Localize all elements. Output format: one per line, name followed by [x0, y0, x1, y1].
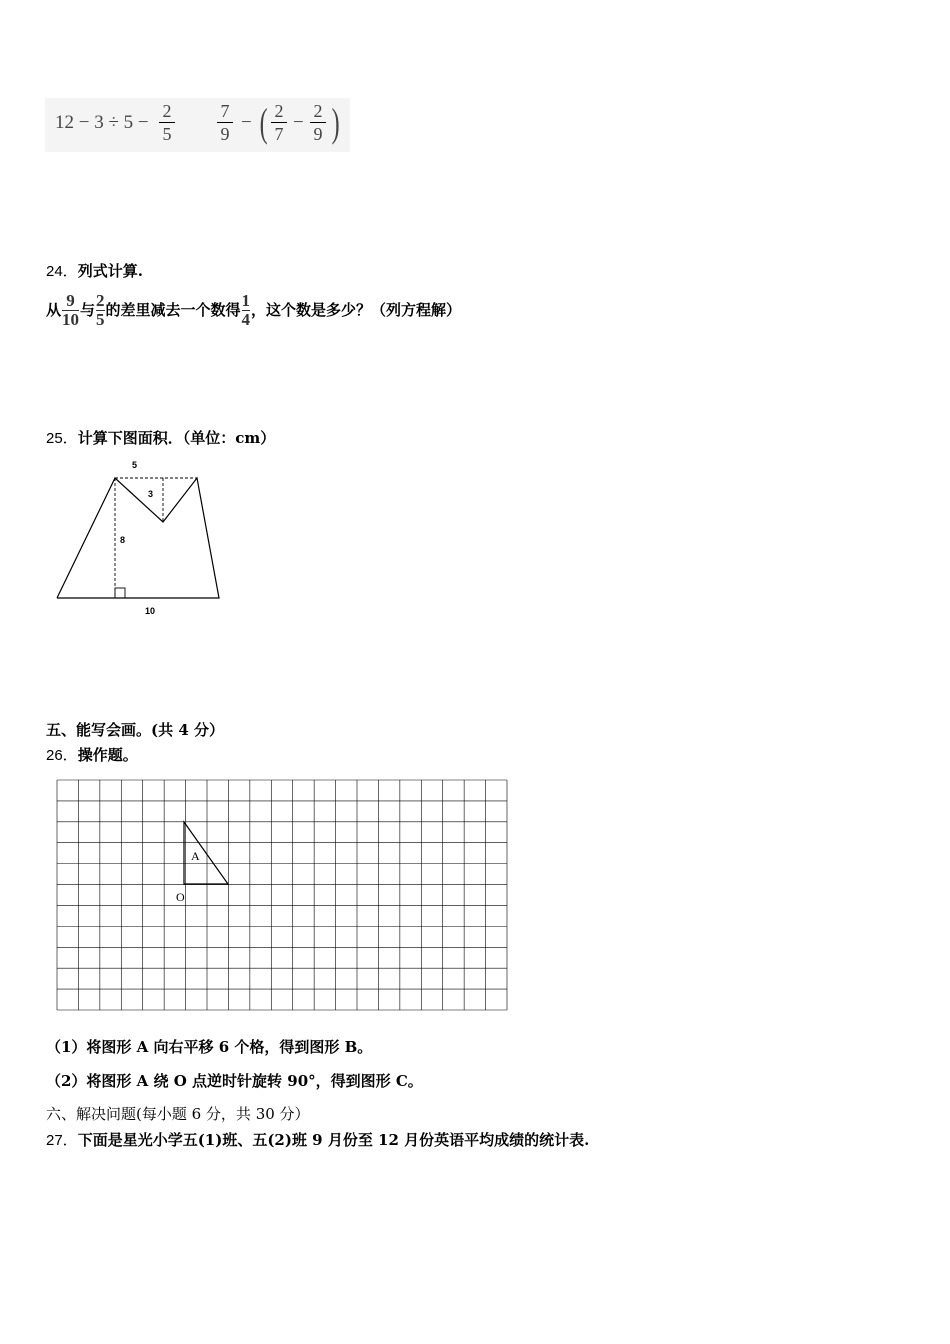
- fraction-numerator: 2: [96, 290, 105, 310]
- minus-sign: −: [241, 112, 252, 133]
- label-notch: 3: [148, 489, 154, 499]
- triangle-a-label: A: [191, 849, 200, 863]
- section-6-title: 六、解决问题(每小题 6 分，共 30 分）: [46, 1105, 310, 1123]
- question-title: 下面是星光小学五(1)班、五(2)班 9 月份至 12 月份英语平均成绩的统计表.: [77, 1131, 590, 1149]
- inner-minus-sign: −: [293, 112, 304, 133]
- fraction-numerator: 7: [220, 101, 230, 121]
- question-number: 24．: [46, 263, 78, 280]
- figure-dashed-lines: [115, 478, 197, 598]
- fraction-denominator: 5: [162, 124, 172, 144]
- question-number: 26．: [46, 747, 78, 764]
- question-26-heading: [46, 745, 138, 766]
- fraction-numerator: 2: [313, 101, 323, 121]
- fraction-numerator: 2: [274, 101, 284, 121]
- question-26-part-2: （2）将图形 A 绕 O 点逆时针旋转 90°，得到图形 C。: [46, 1072, 423, 1090]
- fraction-denominator: 10: [62, 309, 80, 329]
- label-base: 10: [145, 606, 156, 616]
- figure-outline: [57, 478, 219, 598]
- question-number: 27．: [46, 1132, 78, 1149]
- question-title: 列式计算.: [77, 262, 143, 280]
- fraction-denominator: 9: [220, 124, 230, 144]
- fraction-denominator: 4: [241, 309, 251, 329]
- fraction-denominator: 5: [96, 309, 105, 329]
- square-grid: [57, 780, 507, 1010]
- question-title: 计算下图面积．（单位：cm）: [77, 429, 276, 447]
- fraction-numerator: 2: [162, 101, 172, 121]
- close-paren: ): [331, 100, 340, 145]
- label-height: 8: [120, 535, 126, 545]
- fraction-numerator: 1: [241, 290, 251, 310]
- fraction-numerator: 9: [66, 290, 75, 310]
- text-from: 从: [46, 301, 62, 319]
- text-middle: 的差里减去一个数得: [105, 301, 241, 319]
- right-angle-marker: [115, 588, 125, 598]
- question-title: 操作题。: [77, 746, 138, 764]
- text-end: ，这个数是多少？（列方程解）: [251, 301, 462, 319]
- question-number: 25．: [46, 430, 78, 447]
- question-27-heading: [46, 1130, 589, 1151]
- text-and: 与: [80, 301, 96, 319]
- fraction-denominator: 7: [274, 124, 284, 144]
- label-top: 5: [132, 460, 138, 470]
- section-5-title: 五、能写会画。(共 4 分）: [46, 721, 224, 739]
- open-paren: (: [259, 100, 268, 145]
- point-o-label: O: [176, 890, 185, 904]
- question-26-part-1: （1）将图形 A 向右平移 6 个格，得到图形 B。: [46, 1038, 373, 1056]
- expression-1-lead: 12 − 3 ÷ 5 −: [55, 112, 149, 133]
- fraction-denominator: 9: [313, 124, 323, 144]
